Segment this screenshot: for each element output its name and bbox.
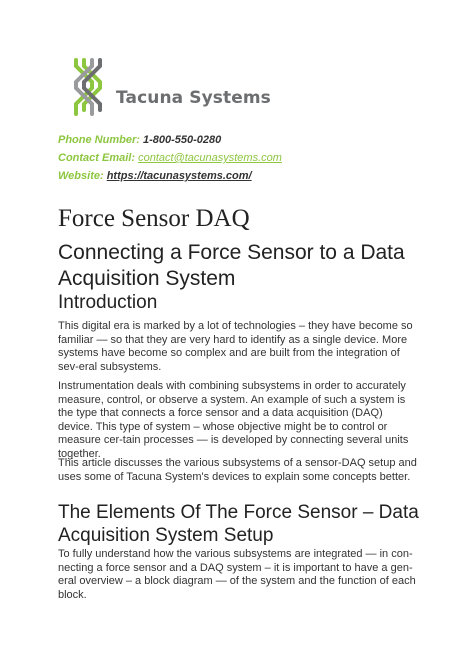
email-label: Contact Email: bbox=[58, 152, 136, 164]
website-link[interactable]: https://tacunasystems.com/ bbox=[106, 170, 252, 182]
paragraph: Instrumentation deals with combining subsystems in order to accurately measure, control, or observe a system. An example of such a system is the type that connects a force sensor and a data acquisition (DAQ) device. This type of system – whose objective might be to control or measure cer-tain processes — is developed by connecting several units together. bbox=[58, 380, 409, 460]
paragraph: To fully understand how the various subsystems are integrated — in con-necting a force sensor and a DAQ system – it is important to have a gen-eral overview – a block diagram — of the system and the function of each block. bbox=[58, 548, 416, 601]
section-heading-introduction: Introduction bbox=[58, 292, 158, 313]
tacuna-logo-mark-icon bbox=[70, 58, 110, 124]
company-logo bbox=[70, 58, 271, 124]
paragraph: This digital era is marked by a lot of technologies – they have become so familiar — so that they are very hard to identify as a single device. More systems have become so complex and are built from the integration of sev-eral subsystems. bbox=[58, 320, 413, 373]
paragraph: This article discusses the various subsystems of a sensor-DAQ setup and uses some of Tacuna System's devices to explain some concepts better. bbox=[58, 457, 417, 483]
contact-website bbox=[58, 170, 252, 182]
phone-label: Phone Number: bbox=[58, 134, 140, 146]
website-label: Website: bbox=[58, 170, 104, 182]
document-title: Force Sensor DAQ bbox=[58, 205, 250, 232]
contact-phone bbox=[58, 134, 221, 146]
email-link[interactable]: contact@tacunasystems.com bbox=[138, 152, 282, 164]
phone-value: 1-800-550-0280 bbox=[142, 134, 222, 146]
company-name: Tacuna Systems bbox=[116, 88, 271, 108]
section-heading-elements: The Elements Of The Force Sensor – Data Acquisition System Setup bbox=[58, 502, 419, 546]
contact-email bbox=[58, 152, 282, 164]
document-subtitle: Connecting a Force Sensor to a Data Acquisition System bbox=[58, 241, 405, 290]
